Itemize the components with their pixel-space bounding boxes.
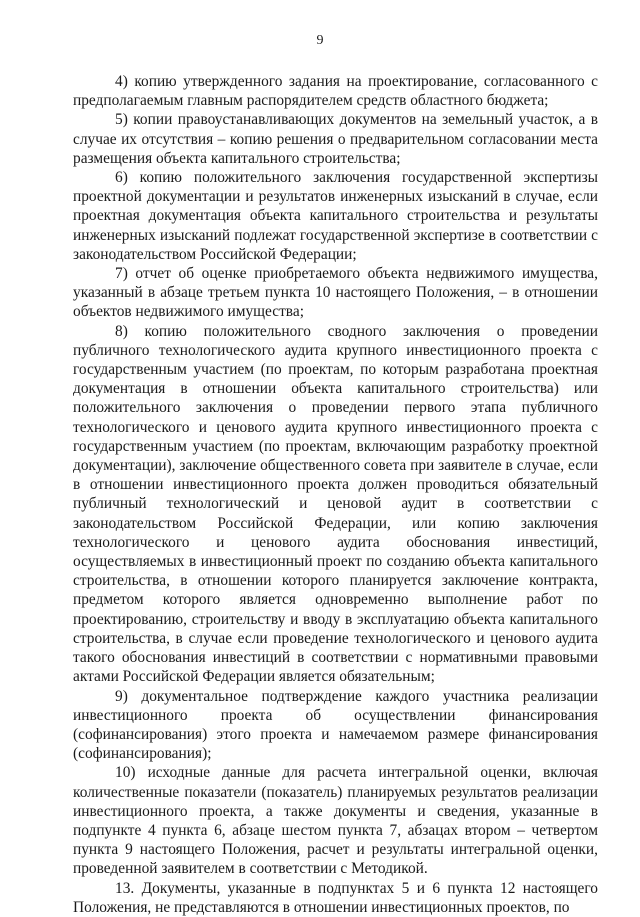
paragraph-item-8: 8) копию положительного сводного заключения о проведении публичного технологического аудита крупного инвестиционного проекта с государственным участием (по проектам, по которым разработана проектная документация в отношении объекта капитального строительства) или положительного заключения о проведении первого этапа публичного технологического и ценового аудита крупного инвестиционного проекта с государственным участием (по проектам, включающим разработку проектной документации), заключение общественного совета при заявителе в случае, если в отношении инвестиционного проекта должен проводиться обязательный публичный технологический и ценовой аудит в соответствии с законодательством Российской Федерации, или копию заключения технологического и ценового аудита обоснования инвестиций, осуществляемых в инвестиционный проект по созданию объекта капитального строительства, в отношении которого планируется заключение контракта, предметом которого является одновременно выполнение работ по проектированию, строительству и вводу в эксплуатацию объекта капитального строительства, в случае если проведение технологического и ценового аудита такого обоснования инвестиций в соответствии с нормативными правовыми актами Российской Федерации является обязательным;: [73, 322, 598, 686]
page-number: 9: [316, 33, 324, 48]
paragraph-item-9: 9) документальное подтверждение каждого участника реализации инвестиционного проекта об осуществлении финансирования (софинансирования) этого проекта и намечаемом размере финансирования (софинансирования);: [73, 687, 598, 763]
paragraph-item-10: 10) исходные данные для расчета интегральной оценки, включая количественные показатели (показатель) планируемых результатов реализации инвестиционного проекта, а также документы и сведения, указанные в подпункте 4 пункта 6, абзаце шестом пункта 7, абзацах втором – четвертом пункта 9 настоящего Положения, расчет и результаты интегральной оценки, проведенной заявителем в соответствии с Методикой.: [73, 764, 598, 878]
paragraph-item-6: 6) копию положительного заключения государственной экспертизы проектной документации и результатов инженерных изысканий в случае, если проектная документация объекта капитального строительства и результаты инженерных изысканий подлежат государственной экспертизе в соответствии с законодательством Российской Федерации;: [73, 169, 598, 263]
paragraph-item-5: 5) копии правоустанавливающих документов на земельный участок, а в случае их отсутствия – копию решения о предварительном согласовании места размещения объекта капитального строительства;: [73, 111, 598, 167]
paragraph-clause-13: 13. Документы, указанные в подпунктах 5 и 6 пункта 12 настоящего Положения, не представляются в отношении инвестиционных проектов, по: [73, 879, 598, 916]
paragraph-item-4: 4) копию утвержденного задания на проектирование, согласованного с предполагаемым главным распорядителем средств областного бюджета;: [73, 73, 598, 110]
document-body: [73, 72, 598, 917]
paragraph-item-7: 7) отчет об оценке приобретаемого объекта недвижимого имущества, указанный в абзаце третьем пункта 10 настоящего Положения, – в отношении объектов недвижимого имущества;: [73, 265, 598, 321]
